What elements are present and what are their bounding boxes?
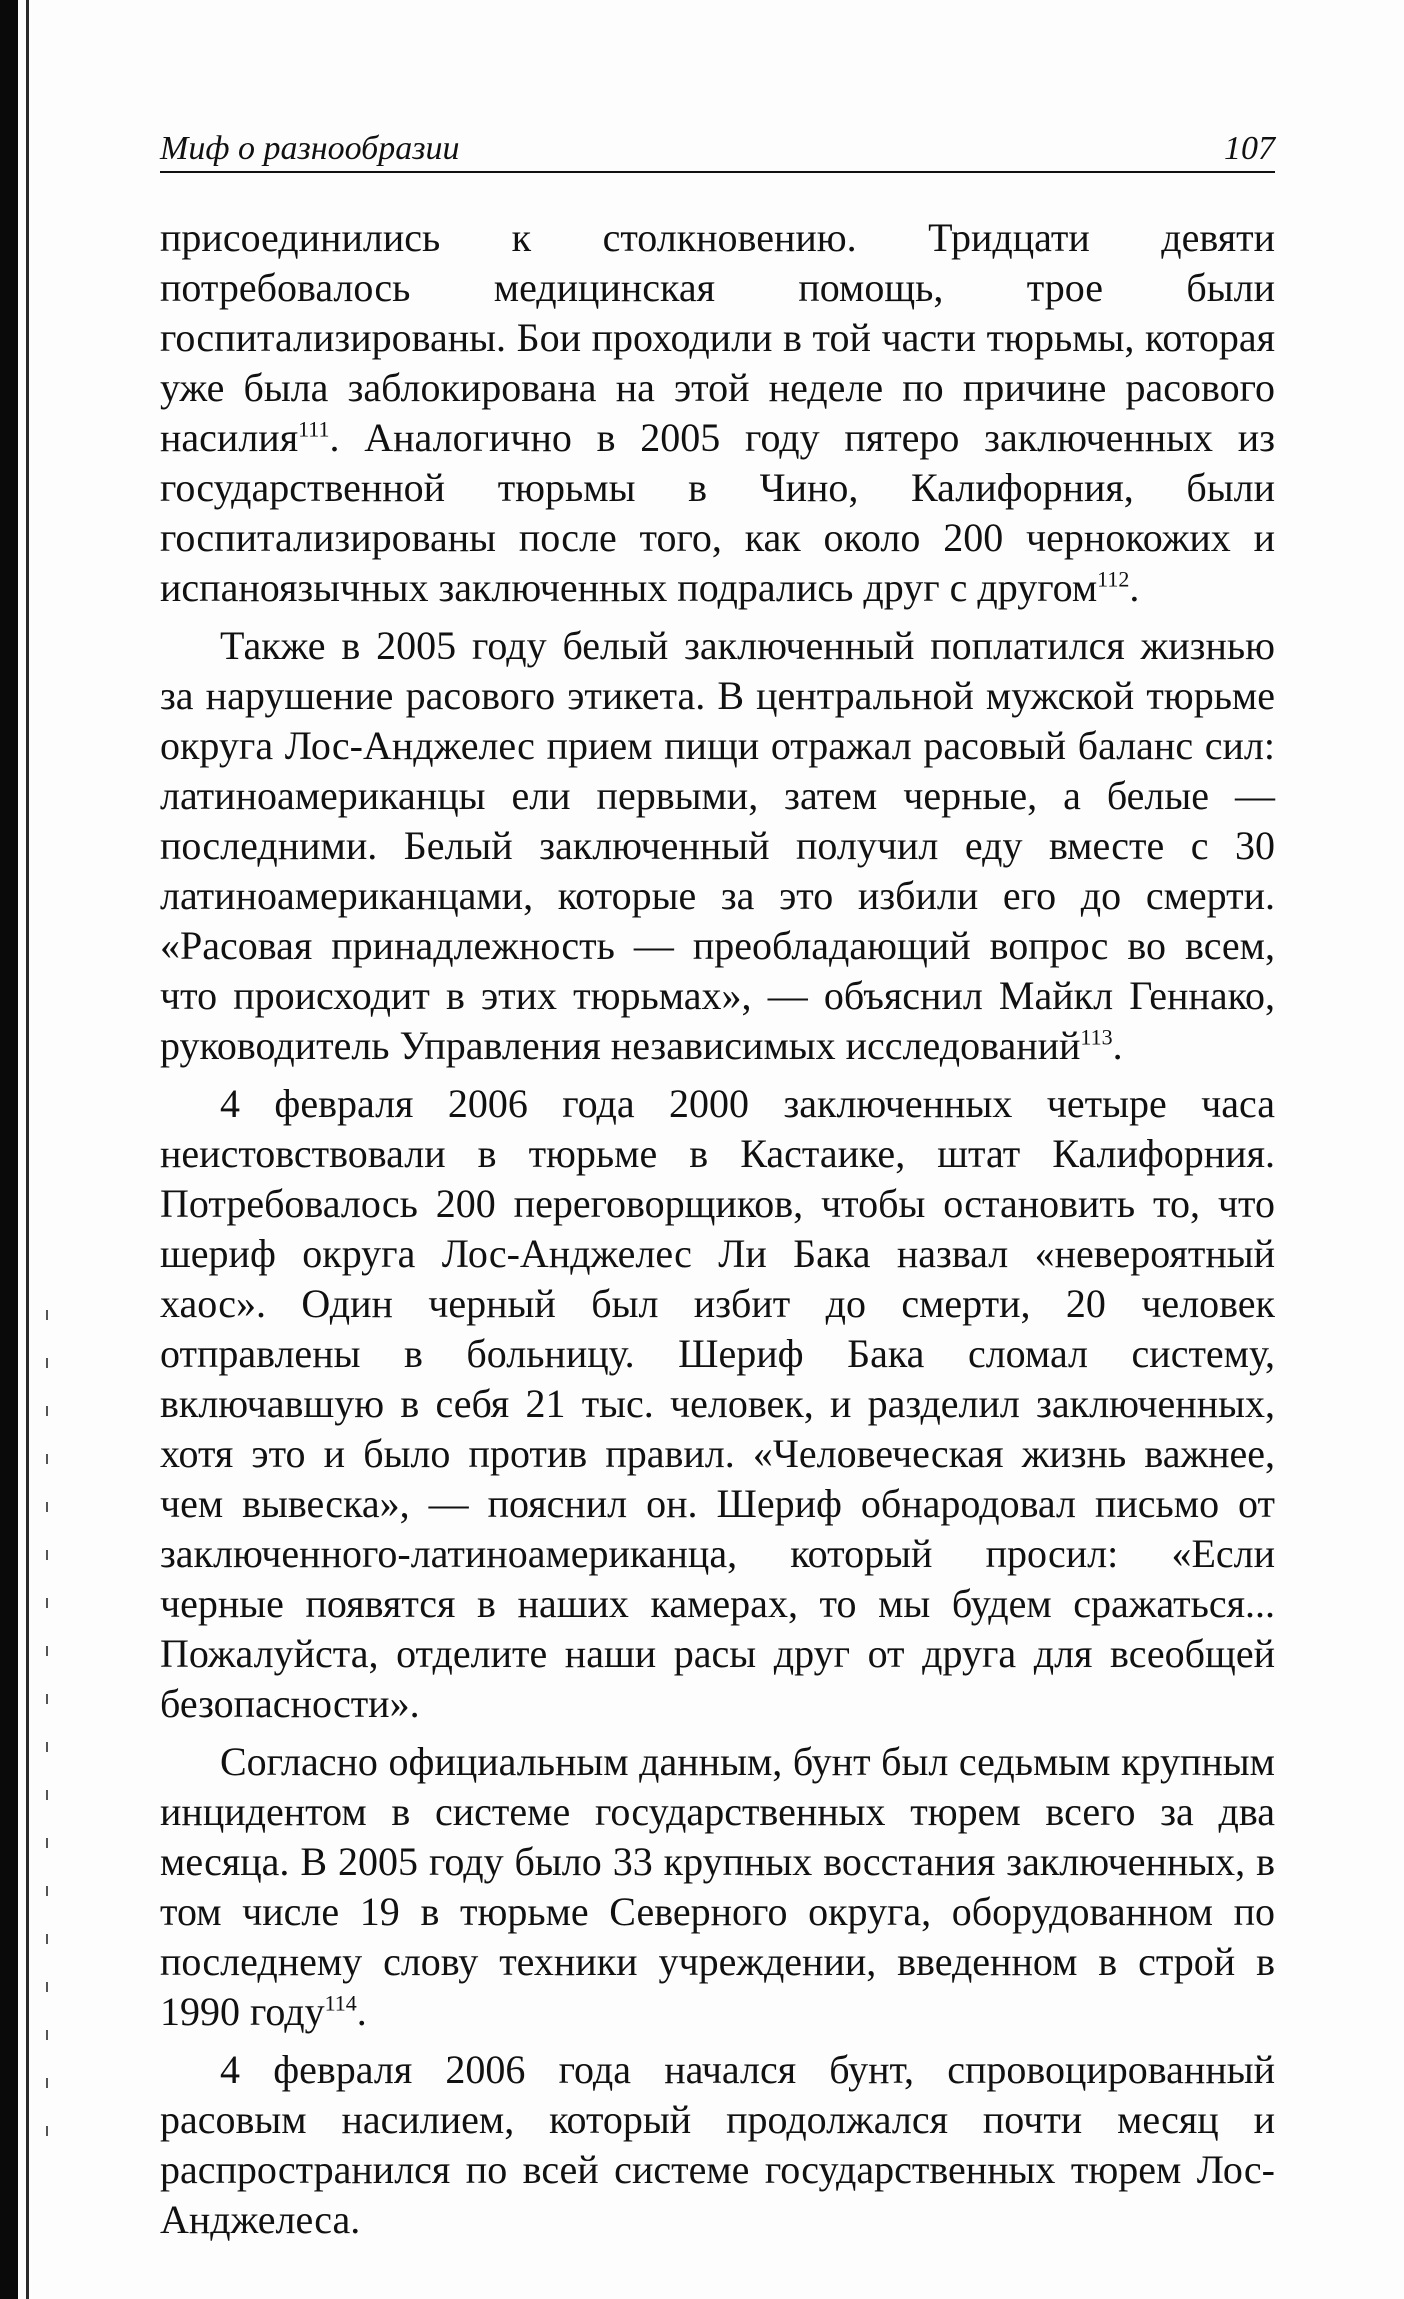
paragraph-text: 4 февраля 2006 года начался бунт, спровоцированный расовым насилием, который продолжался почти месяц и распространился по всей системе государственных тюрем Лос-Анджелеса. [160,2047,1275,2242]
footnote-ref: 112 [1097,566,1130,592]
paragraph-text: присоединились к столкновению. Тридцати девяти потребовалось медицинская помощь, трое были госпитализированы. Бои проходили в той части тюрьмы, которая уже была заблокирована на этой неделе по причине расового насилия [160,215,1275,460]
paragraph-text: . [1129,565,1140,610]
scan-binding-edge [0,0,18,2299]
page-number: 107 [1224,130,1275,167]
running-head [160,125,1275,169]
paragraph [160,621,1275,1071]
footnote-ref: 114 [324,1990,357,2016]
paragraph [160,2045,1275,2245]
book-page [160,125,1275,2245]
paragraph [160,1737,1275,2037]
paragraph-text: . [1112,1023,1123,1068]
footnote-ref: 111 [298,416,330,442]
scan-margin-marks [46,1310,48,2210]
scan-binding-shadow [26,0,29,2299]
header-rule [160,171,1275,173]
body-text [160,213,1275,2245]
paragraph-text: Согласно официальным данным, бунт был седьмым крупным инцидентом в системе государственных тюрем всего за два месяца. В 2005 году было 33 крупных восстания заключенных, в том числе 19 в тюрьме Северного округа, оборудованном по последнему слову техники учреждении, введенном в строй в 1990 году [160,1739,1275,2034]
paragraph [160,213,1275,613]
paragraph-text: 4 февраля 2006 года 2000 заключенных четыре часа неистовствовали в тюрьме в Кастаике, штат Калифорния. Потребовалось 200 переговорщиков, чтобы остановить то, что шериф округа Лос-Анджелес Ли Бака назвал «невероятный хаос». Один черный был избит до смерти, 20 человек отправлены в больницу. Шериф Бака сломал систему, включавшую в себя 21 тыс. человек, и разделил заключенных, хотя это и было против правил. «Человеческая жизнь важнее, чем вывеска», — пояснил он. Шериф обнародовал письмо от заключенного-латиноамериканца, который просил: «Если черные появятся в наших камерах, то мы будем сражаться... Пожалуйста, отделите наши расы друг от друга для всеобщей безопасности». [160,1081,1275,1726]
paragraph [160,1079,1275,1729]
running-title: Миф о разнообразии [160,130,460,167]
footnote-ref: 113 [1080,1024,1113,1050]
paragraph-text: Также в 2005 году белый заключенный поплатился жизнью за нарушение расового этикета. В центральной мужской тюрьме округа Лос-Анджелес прием пищи отражал расовый баланс сил: латиноамериканцы ели первыми, затем черные, а белые — последними. Белый заключенный получил еду вместе с 30 латиноамериканцами, которые за это избили его до смерти. «Расовая принадлежность — преобладающий вопрос во всем, что происходит в этих тюрьмах», — объяснил Майкл Геннако, руководитель Управления независимых исследований [160,623,1275,1068]
paragraph-text: . Аналогично в 2005 году пятеро заключенных из государственной тюрьмы в Чино, Калифорния, были госпитализированы после того, как около 200 чернокожих и испаноязычных заключенных подрались друг с другом [160,415,1275,610]
paragraph-text: . [356,1989,367,2034]
